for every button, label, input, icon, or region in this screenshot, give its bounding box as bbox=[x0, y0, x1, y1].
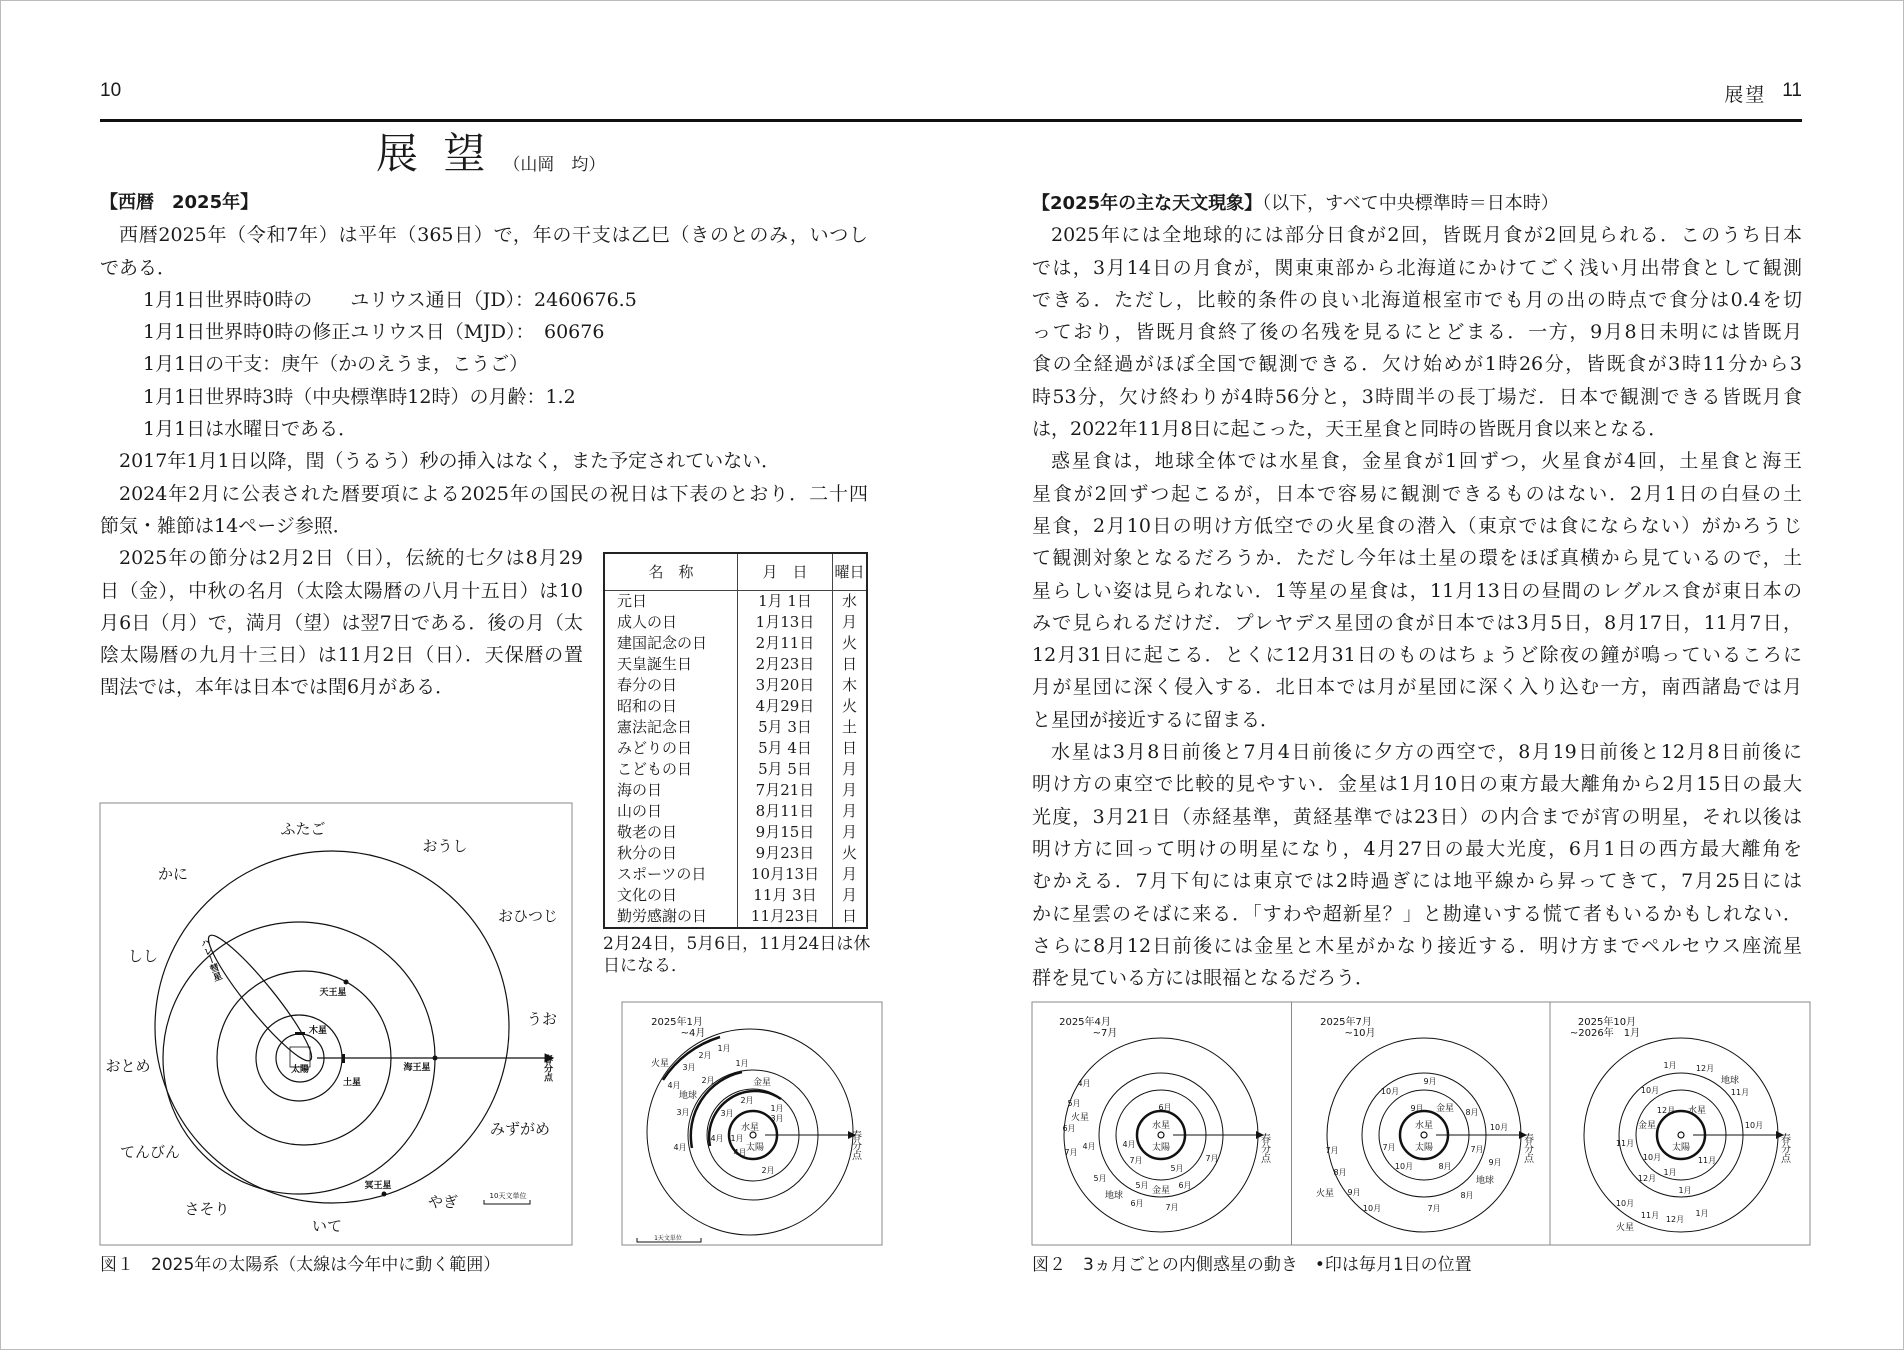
holidays-block bbox=[603, 552, 871, 977]
holiday-date: 2月11日 bbox=[738, 633, 833, 654]
text-line: むかえる．7月下旬には東京では2時過ぎには地平線から昇ってきて，7月25日には bbox=[1032, 870, 1802, 893]
earth-label: 地球 bbox=[1720, 1076, 1740, 1086]
list-item: 1月1日は水曜日である． bbox=[143, 418, 358, 441]
table-row bbox=[604, 885, 867, 906]
text-line: 時53分，欠け終わりが4時56分と，3時間半の長丁場だ．日本で観測できる皆既月食 bbox=[1032, 385, 1802, 408]
text-line: さらに8月12日前後には金星と木星がかなり接近する．明け方までペルセウス座流星 bbox=[1032, 934, 1802, 957]
panel-title: ~10月 bbox=[1344, 1028, 1376, 1039]
panel-title: ~7月 bbox=[1092, 1028, 1118, 1039]
panel bbox=[1570, 1015, 1791, 1233]
table-row bbox=[604, 633, 867, 654]
holiday-date: 11月 3日 bbox=[738, 885, 833, 906]
month-label: 12月 bbox=[1656, 1106, 1676, 1115]
month-label: 2月 bbox=[698, 1051, 712, 1060]
month-label: 8月 bbox=[1460, 1191, 1474, 1200]
sun-label: 太陽 bbox=[1414, 1143, 1434, 1153]
saturn-marker bbox=[342, 1054, 345, 1063]
holiday-weekday: 木 bbox=[833, 675, 868, 696]
text-line: 明け方に回って明けの明星になり，4月27日の最大光度，6月1日の西方最大離角を bbox=[1032, 837, 1802, 860]
text-line: 12月31日に起こる．とくに12月31日のものはちょうど除夜の鐘が鳴っているころに bbox=[1032, 644, 1802, 667]
holiday-weekday: 月 bbox=[833, 801, 868, 822]
equinox-label: 春分点 bbox=[542, 1054, 552, 1082]
month-label: 5月 bbox=[1135, 1181, 1149, 1190]
holiday-name: 山の日 bbox=[617, 802, 663, 820]
jupiter-label: 木星 bbox=[308, 1026, 328, 1036]
pluto-orbit bbox=[155, 851, 509, 1203]
month-label: 11月 bbox=[1640, 1211, 1660, 1220]
figure-title: ~4月 bbox=[680, 1028, 706, 1039]
column-header: 名 称 bbox=[604, 553, 738, 591]
month-label: 10月 bbox=[1640, 1086, 1660, 1095]
sun-label: 太陽 bbox=[1151, 1143, 1171, 1153]
panel-title: ~2026年 1月 bbox=[1569, 1028, 1641, 1039]
holiday-date: 8月11日 bbox=[738, 801, 833, 822]
mercury-label: 水星 bbox=[1151, 1121, 1171, 1131]
venus-label: 金星 bbox=[1435, 1104, 1455, 1114]
page-number-right: 11 bbox=[1782, 80, 1802, 101]
text-line: 月6日（月）で，満月（望）は翌7日である．後の月（太 bbox=[100, 611, 583, 634]
text-line: である． bbox=[100, 256, 177, 279]
paragraph bbox=[100, 445, 868, 477]
month-label: 1月 bbox=[717, 1044, 731, 1053]
table-row bbox=[604, 906, 867, 928]
list-item: 1月1日世界時3時（中央標準時12時）の月齢：1.2 bbox=[143, 385, 576, 408]
month-label: 4月 bbox=[710, 1134, 724, 1143]
month-label: 10月 bbox=[1394, 1162, 1414, 1171]
constellation-label: おとめ bbox=[105, 1057, 151, 1075]
figure-title: 2025年1月 bbox=[651, 1017, 703, 1028]
month-label: 2月 bbox=[761, 1166, 775, 1175]
mars-label: 火星 bbox=[1315, 1189, 1335, 1199]
table-row bbox=[604, 759, 867, 780]
text-line: 食の全経過がほぼ全国で観測できる．欠け始めが1時26分，皆既食が3時11分から3 bbox=[1032, 353, 1802, 376]
holiday-date: 5月 5日 bbox=[738, 759, 833, 780]
paragraph bbox=[100, 478, 868, 543]
holiday-name: 元日 bbox=[617, 592, 648, 610]
month-label: 9月 bbox=[1347, 1188, 1361, 1197]
table-row bbox=[604, 591, 867, 613]
mercury-label: 水星 bbox=[1414, 1121, 1434, 1131]
month-label: 12月 bbox=[1665, 1215, 1685, 1224]
table-row bbox=[604, 696, 867, 717]
figure-1-caption: 図１ 2025年の太陽系（太線は今年中に動く範囲） bbox=[100, 1255, 501, 1275]
venus-label: 金星 bbox=[752, 1078, 772, 1088]
holiday-date: 5月 4日 bbox=[738, 738, 833, 759]
holiday-weekday: 火 bbox=[833, 633, 868, 654]
running-header-section: 展望 bbox=[1724, 85, 1767, 106]
constellation-label: しし bbox=[127, 947, 159, 965]
month-label: 12月 bbox=[1695, 1064, 1715, 1073]
text-line: 節気・雑節は14ページ参照． bbox=[100, 514, 352, 537]
constellation-label: ふたご bbox=[280, 820, 326, 838]
month-label: 8月 bbox=[1465, 1108, 1479, 1117]
paragraph bbox=[1032, 219, 1802, 445]
panel bbox=[1316, 1015, 1534, 1232]
text-line: と星団が接近するに留まる． bbox=[1032, 708, 1280, 731]
sun-marker bbox=[1421, 1132, 1427, 1138]
holiday-name: 勤労感謝の日 bbox=[617, 907, 708, 925]
holiday-name: スポーツの日 bbox=[617, 865, 707, 883]
month-label: 11月 bbox=[1730, 1088, 1750, 1097]
constellation-label: てんびん bbox=[119, 1143, 181, 1161]
table-row bbox=[604, 612, 867, 633]
holiday-name: こどもの日 bbox=[617, 760, 693, 778]
month-label: 9月 bbox=[1423, 1077, 1437, 1086]
month-label: 3月 bbox=[720, 1109, 734, 1118]
text-line: 陰太陽暦の九月十三日）は11月2日（日）．天保暦の置 bbox=[100, 644, 583, 667]
constellation-label: おうし bbox=[422, 837, 468, 855]
holiday-name: 昭和の日 bbox=[617, 697, 678, 715]
month-label: 5月 bbox=[1067, 1099, 1081, 1108]
holiday-weekday: 月 bbox=[833, 822, 868, 843]
holiday-name: 敬老の日 bbox=[617, 823, 678, 841]
month-label: 6月 bbox=[1130, 1199, 1144, 1208]
list-item: 1月1日の干支：庚午（かのえうま，こうご） bbox=[143, 353, 529, 376]
sun-marker bbox=[1678, 1132, 1684, 1138]
table-row bbox=[604, 717, 867, 738]
constellation-label: やぎ bbox=[427, 1193, 459, 1211]
constellation-label: さそり bbox=[184, 1200, 230, 1218]
holiday-weekday: 月 bbox=[833, 780, 868, 801]
month-label: 7月 bbox=[1205, 1154, 1219, 1163]
text-line: 月が星団に深く侵入する．北日本では月が星団に深く入り込む一方，南西諸島では月 bbox=[1032, 676, 1802, 699]
sun-label: 太陽 bbox=[290, 1065, 310, 1075]
month-label: 1月 bbox=[1678, 1186, 1692, 1195]
constellation-label: いて bbox=[311, 1217, 343, 1235]
header-rule bbox=[100, 119, 1802, 122]
holiday-date: 5月 3日 bbox=[738, 717, 833, 738]
text-line: 星食，2月10日の明け方低空での火星食の潜入（東京では食にならない）がかろうじ bbox=[1032, 514, 1802, 537]
figure-2-caption: 図２ 3ヵ月ごとの内側惑星の動き •印は毎月1日の位置 bbox=[1032, 1255, 1472, 1275]
section-heading-note: （以下，すべて中央標準時＝日本時） bbox=[1262, 193, 1559, 214]
text-line: かに星雲のそばに来る．「すわや超新星？」と勘違いする慌て者もいるかもしれない． bbox=[1032, 902, 1802, 925]
table-row bbox=[604, 822, 867, 843]
section-heading: 【西暦 2025年】 bbox=[100, 192, 259, 213]
table-note: 2月24日，5月6日，11月24日は休日になる． bbox=[603, 934, 871, 976]
month-label: 7月 bbox=[1064, 1148, 1078, 1157]
sun-label: 太陽 bbox=[1671, 1143, 1691, 1153]
month-label: 5月 bbox=[1093, 1174, 1107, 1183]
holiday-weekday: 日 bbox=[833, 654, 868, 675]
panel-title: 2025年4月 bbox=[1059, 1017, 1111, 1028]
month-label: 7月 bbox=[1165, 1203, 1179, 1212]
panel-title: 2025年10月 bbox=[1577, 1017, 1637, 1028]
text-line: て観測対象となるだろうか．ただし今年は土星の環をほぼ真横から見ているので，土 bbox=[1032, 547, 1802, 570]
paragraph bbox=[1032, 736, 1802, 994]
text-line: 2025年には全地球的には部分日食が2回，皆既月食が2回見られる．このうち日本 bbox=[1051, 224, 1802, 247]
paragraph bbox=[1032, 445, 1802, 736]
text-line: っており，皆既月食終了後の名残を見るにとどまる．一方，9月8日未明には皆既月 bbox=[1032, 321, 1802, 344]
holiday-weekday: 月 bbox=[833, 885, 868, 906]
text-line: みで見られるだけだ．プレヤデス星団の食が日本では3月5日，8月17日，11月7日， bbox=[1032, 611, 1802, 634]
page-number-left: 10 bbox=[100, 80, 122, 101]
holiday-date: 3月20日 bbox=[738, 675, 833, 696]
calendar-facts-list bbox=[100, 284, 868, 445]
month-label: 6月 bbox=[1158, 1103, 1172, 1112]
equinox-label: 春分点 bbox=[849, 1130, 861, 1160]
month-label: 10月 bbox=[1380, 1087, 1400, 1096]
month-label: 4月 bbox=[667, 1081, 681, 1090]
scale-label: 10天文単位 bbox=[489, 1192, 527, 1200]
venus-label: 金星 bbox=[1151, 1186, 1171, 1196]
holiday-date: 10月13日 bbox=[738, 864, 833, 885]
month-label: 7月 bbox=[1382, 1143, 1396, 1152]
list-item: 1月1日世界時0時の ユリウス通日（JD）：2460676.5 bbox=[143, 288, 637, 311]
holiday-name: 文化の日 bbox=[617, 886, 678, 904]
constellation-label: かに bbox=[157, 865, 189, 883]
holiday-name: 春分の日 bbox=[617, 676, 678, 694]
text-line: 惑星食は，地球全体では水星食，金星食が1回ずつ，火星食が4回，土星食と海王 bbox=[1051, 450, 1802, 473]
saturn-label: 土星 bbox=[342, 1078, 362, 1088]
holiday-weekday: 火 bbox=[833, 696, 868, 717]
right-column bbox=[1032, 187, 1802, 994]
month-label: 4月 bbox=[733, 1148, 747, 1157]
equinox-label: 春分点 bbox=[1521, 1133, 1533, 1163]
pluto-label: 冥王星 bbox=[364, 1181, 392, 1191]
month-label: 4月 bbox=[673, 1143, 687, 1152]
month-label: 10月 bbox=[1615, 1199, 1635, 1208]
month-label: 10月 bbox=[1489, 1123, 1509, 1132]
mars-label: 火星 bbox=[650, 1059, 670, 1069]
constellation-label: うお bbox=[526, 1010, 558, 1028]
text-line: 群を見ている方には眼福となるだろう． bbox=[1032, 967, 1375, 990]
holiday-date: 9月23日 bbox=[738, 843, 833, 864]
panel bbox=[1059, 1015, 1270, 1232]
month-label: 10月 bbox=[1642, 1153, 1662, 1162]
month-label: 4月 bbox=[1122, 1140, 1136, 1149]
holiday-weekday: 土 bbox=[833, 717, 868, 738]
holiday-weekday: 月 bbox=[833, 612, 868, 633]
holiday-name: みどりの日 bbox=[617, 739, 693, 757]
holiday-weekday: 月 bbox=[833, 864, 868, 885]
constellation-label: おひつじ bbox=[497, 907, 559, 925]
month-label: 7月 bbox=[1325, 1146, 1339, 1155]
month-label: 9月 bbox=[1488, 1158, 1502, 1167]
text-line: できる．ただし，比較的条件の良い北海道根室市でも月の出の時点で食分は0.4を切 bbox=[1032, 288, 1802, 311]
month-label: 11月 bbox=[1697, 1156, 1717, 1165]
month-label: 7月 bbox=[1129, 1156, 1143, 1165]
month-label: 1月 bbox=[1663, 1168, 1677, 1177]
month-label: 8月 bbox=[1438, 1162, 1452, 1171]
title-block bbox=[376, 128, 605, 180]
month-label: 3月 bbox=[676, 1108, 690, 1117]
table-row bbox=[604, 654, 867, 675]
holiday-date: 2月23日 bbox=[738, 654, 833, 675]
month-label: 1月 bbox=[1663, 1061, 1677, 1070]
table-row bbox=[604, 843, 867, 864]
month-label: 2月 bbox=[701, 1076, 715, 1085]
scale-bar bbox=[484, 1200, 530, 1204]
text-line: 閏法では，本年は日本では閏6月がある． bbox=[100, 676, 455, 699]
halley-label: ハレー彗星 bbox=[197, 937, 223, 983]
mars-label: 火星 bbox=[1070, 1113, 1090, 1123]
earth-label: 地球 bbox=[678, 1091, 698, 1101]
holiday-name: 成人の日 bbox=[617, 613, 678, 631]
paragraph bbox=[100, 219, 868, 284]
text-line: は，2022年11月8日に起こった，天王星食と同時の皆既月食以来となる． bbox=[1032, 418, 1668, 441]
month-label: 3月 bbox=[770, 1114, 784, 1123]
holiday-name: 建国記念の日 bbox=[617, 634, 708, 652]
month-label: 10月 bbox=[1744, 1121, 1764, 1130]
equinox-label: 春分点 bbox=[1778, 1133, 1790, 1163]
month-label: 7月 bbox=[1427, 1204, 1441, 1213]
holiday-date: 9月15日 bbox=[738, 822, 833, 843]
month-label: 6月 bbox=[1178, 1181, 1192, 1190]
text-line: 2017年1月1日以降，閏（うるう）秒の挿入はなく，また予定されていない． bbox=[119, 450, 781, 473]
text-line: 2024年2月に公表された暦要項による2025年の国民の祝日は下表のとおり．二十四 bbox=[119, 482, 868, 505]
month-label: 4月 bbox=[1077, 1079, 1091, 1088]
column-header: 曜日 bbox=[833, 553, 868, 591]
equinox-label: 春分点 bbox=[1258, 1133, 1270, 1163]
table-row bbox=[604, 864, 867, 885]
holiday-date: 4月29日 bbox=[738, 696, 833, 717]
paragraph bbox=[100, 542, 583, 703]
holidays-table bbox=[603, 552, 868, 929]
month-label: 8月 bbox=[1333, 1168, 1347, 1177]
constellation-label: みずがめ bbox=[489, 1120, 551, 1138]
month-label: 1月 bbox=[730, 1134, 744, 1143]
table-row bbox=[604, 780, 867, 801]
neptune-label: 海王星 bbox=[403, 1063, 431, 1073]
inner-planets-quarterly-figure bbox=[1030, 1000, 1810, 1250]
sun-marker bbox=[1158, 1132, 1164, 1138]
page-title: 展 望 bbox=[376, 129, 492, 178]
text-line: 2025年の節分は2月2日（日），伝統的七夕は8月29 bbox=[119, 547, 583, 570]
uranus-marker bbox=[344, 980, 349, 985]
table-row bbox=[604, 801, 867, 822]
holiday-weekday: 水 bbox=[833, 591, 868, 613]
mercury-label: 水星 bbox=[740, 1123, 760, 1133]
solar-system-figure bbox=[90, 790, 590, 1270]
holiday-name: 憲法記念日 bbox=[617, 718, 693, 736]
holiday-weekday: 日 bbox=[833, 738, 868, 759]
earth-label: 地球 bbox=[1104, 1191, 1124, 1201]
running-header bbox=[1724, 80, 1802, 107]
scale-label: 1天文単位 bbox=[654, 1235, 682, 1242]
text-line: では，3月14日の月食が，関東東部から北海道にかけてごく浅い月出帯食として観測 bbox=[1032, 256, 1802, 279]
month-label: 11月 bbox=[1615, 1139, 1635, 1148]
jupiter-marker bbox=[295, 1032, 305, 1035]
month-label: 5月 bbox=[1170, 1164, 1184, 1173]
text-line: 星らしい姿は見られない．1等星の星食は，11月13日の昼間のレグルス食が東日本の bbox=[1032, 579, 1802, 602]
text-line: 水星は3月8日前後と7月4日前後に夕方の西空で，8月19日前後と12月8日前後に bbox=[1051, 741, 1802, 764]
holiday-date: 1月 1日 bbox=[738, 591, 833, 613]
month-label: 2月 bbox=[740, 1096, 754, 1105]
holiday-weekday: 月 bbox=[833, 759, 868, 780]
month-label: 1月 bbox=[770, 1104, 784, 1113]
month-label: 3月 bbox=[682, 1063, 696, 1072]
table-row bbox=[604, 675, 867, 696]
uranus-label: 天王星 bbox=[319, 988, 347, 998]
holiday-name: 天皇誕生日 bbox=[617, 655, 693, 673]
column-header: 月 日 bbox=[738, 553, 833, 591]
earth-label: 地球 bbox=[1475, 1176, 1495, 1186]
month-label: 12月 bbox=[1637, 1174, 1657, 1183]
venus-label: 金星 bbox=[1637, 1121, 1657, 1131]
inner-planets-jan-apr-figure bbox=[615, 1000, 885, 1250]
holiday-name: 海の日 bbox=[617, 781, 663, 799]
author: （山岡 均） bbox=[503, 155, 606, 175]
month-label: 9月 bbox=[1410, 1104, 1424, 1113]
holiday-date: 1月13日 bbox=[738, 612, 833, 633]
neptune-marker bbox=[433, 1056, 438, 1061]
table-row bbox=[604, 738, 867, 759]
sun-label: 太陽 bbox=[745, 1143, 765, 1153]
pluto-marker bbox=[382, 1192, 387, 1197]
month-label: 1月 bbox=[735, 1059, 749, 1068]
section-heading: 【2025年の主な天文現象】 bbox=[1032, 193, 1263, 214]
month-label: 10月 bbox=[1362, 1204, 1382, 1213]
month-label: 1月 bbox=[1695, 1209, 1709, 1218]
month-label: 6月 bbox=[1062, 1124, 1076, 1133]
month-label: 7月 bbox=[1470, 1145, 1484, 1154]
text-line: 明け方の東空で比較的見やすい．金星は1月10日の東方最大離角から2月15日の最大 bbox=[1032, 773, 1802, 796]
holiday-date: 7月21日 bbox=[738, 780, 833, 801]
mercury-label: 水星 bbox=[1687, 1106, 1707, 1116]
holiday-weekday: 日 bbox=[833, 906, 868, 928]
mars-label: 火星 bbox=[1615, 1223, 1635, 1233]
panel-title: 2025年7月 bbox=[1320, 1017, 1372, 1028]
list-item: 1月1日世界時0時の修正ユリウス日（MJD）： 60676 bbox=[143, 321, 605, 344]
text-line: 日（金），中秋の名月（太陰太陽暦の八月十五日）は10 bbox=[100, 579, 583, 602]
holiday-name: 秋分の日 bbox=[617, 844, 678, 862]
month-label: 4月 bbox=[1082, 1142, 1096, 1151]
text-line: 光度，3月21日（赤経基準，黄経基準では23日）の内合までが宵の明星，それ以後は bbox=[1032, 805, 1802, 828]
holiday-date: 11月23日 bbox=[738, 906, 833, 928]
text-line: 西暦2025年（令和7年）は平年（365日）で，年の干支は乙巳（きのとのみ，いつし bbox=[119, 224, 868, 247]
text-line: 星食が2回ずつ起こるが，日本で容易に観測できるものはない．2月1日の白昼の土 bbox=[1032, 482, 1802, 505]
holiday-weekday: 火 bbox=[833, 843, 868, 864]
